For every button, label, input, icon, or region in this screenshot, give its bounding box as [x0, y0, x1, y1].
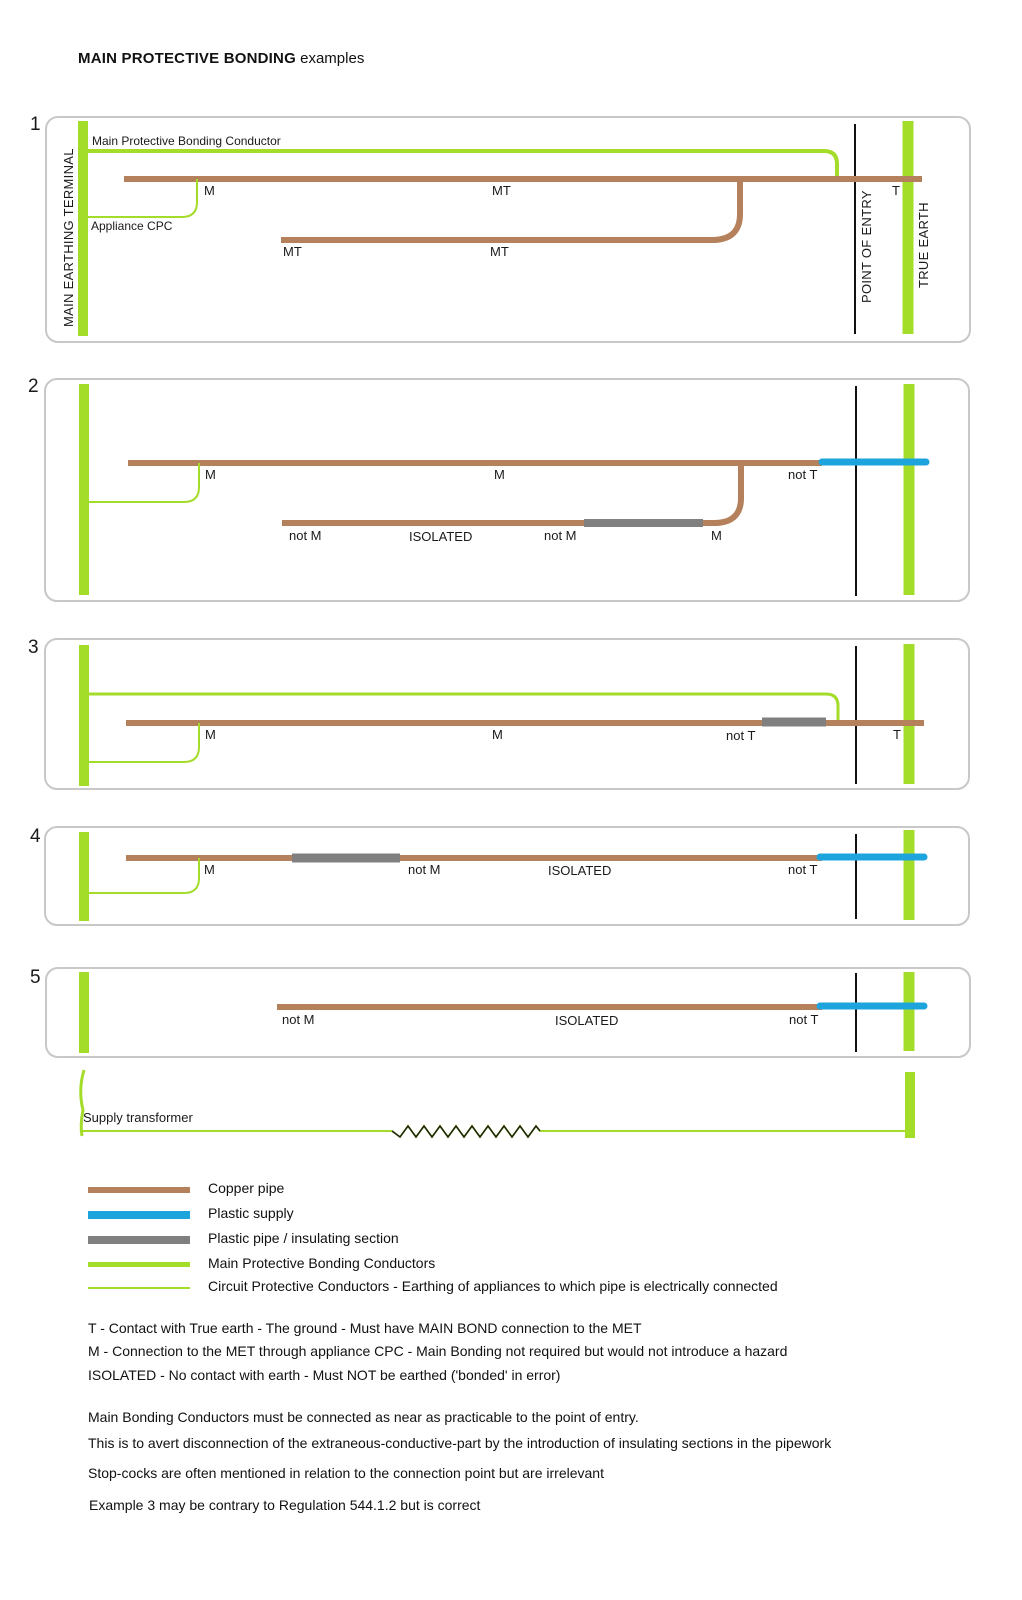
- pipe-label: not M: [408, 862, 441, 877]
- example-frame: [45, 379, 969, 601]
- pipe-label: M: [205, 467, 216, 482]
- example-number: 2: [28, 376, 39, 397]
- pipe-label: not T: [788, 467, 818, 482]
- example-number: 3: [28, 637, 39, 658]
- legend-item-insulating: [88, 1230, 848, 1250]
- copper-pipe-branch: [282, 463, 741, 523]
- main-bonding-conductor: [88, 151, 837, 179]
- pipe-label: MT: [492, 183, 511, 198]
- legend-item-copper: [88, 1180, 848, 1200]
- legend-label: Plastic pipe / insulating section: [208, 1230, 399, 1246]
- supply-transformer: [81, 1070, 910, 1138]
- example-3: [28, 637, 969, 789]
- legend-item-cpc: [88, 1278, 848, 1298]
- copper-swatch: [88, 1187, 190, 1193]
- example-1: [30, 114, 970, 342]
- plastic-supply-swatch: [88, 1211, 190, 1219]
- pipe-label: ISOLATED: [555, 1013, 619, 1028]
- pipe-label: not M: [544, 528, 577, 543]
- main-bond-label: Main Protective Bonding Conductor: [92, 134, 281, 148]
- pipe-label: T: [892, 183, 900, 198]
- note-regulation: Example 3 may be contrary to Regulation 544.1.2 but is correct: [89, 1497, 481, 1513]
- title-bold: MAIN PROTECTIVE BONDING: [78, 50, 296, 67]
- appliance-cpc: [88, 858, 199, 893]
- example-4: [30, 826, 969, 925]
- cpc-swatch: [88, 1287, 190, 1289]
- appliance-cpc: [88, 723, 199, 762]
- legend-item-plastic-supply: [88, 1205, 848, 1225]
- pipe-label: not T: [788, 862, 818, 877]
- example-frame: [46, 968, 970, 1057]
- appliance-cpc: [88, 179, 197, 217]
- true-earth-label: TRUE EARTH: [916, 202, 931, 288]
- main-bond-swatch: [88, 1262, 190, 1267]
- definition-t: T - Contact with True earth - The ground - Must have MAIN BOND connection to the MET: [88, 1320, 642, 1336]
- note-entry-point: Main Bonding Conductors must be connected as near as practicable to the point of entry.: [88, 1409, 639, 1425]
- legend-label: Circuit Protective Conductors - Earthing of appliances to which pipe is electrically connected: [208, 1278, 778, 1294]
- example-number: 4: [30, 826, 41, 847]
- note-disconnection: This is to avert disconnection of the extraneous-conductive-part by the introduction of insulating sections in the pipework: [88, 1435, 832, 1451]
- supply-transformer-label: Supply transformer: [83, 1110, 193, 1125]
- example-frame: [45, 639, 969, 789]
- pipe-label: MT: [490, 244, 509, 259]
- pipe-label: M: [492, 727, 503, 742]
- transformer-earth-left: [81, 1070, 84, 1136]
- appliance-cpc-label: Appliance CPC: [91, 219, 173, 233]
- pipe-label: M: [204, 183, 215, 198]
- pipe-label: not T: [726, 728, 756, 743]
- pipe-label: T: [893, 727, 901, 742]
- appliance-cpc: [88, 463, 199, 502]
- pipe-label: not M: [289, 528, 322, 543]
- pipe-label: M: [205, 727, 216, 742]
- definition-isolated: ISOLATED - No contact with earth - Must NOT be earthed ('bonded' in error): [88, 1367, 561, 1383]
- pipe-label: M: [494, 467, 505, 482]
- example-2: [28, 376, 969, 601]
- example-frame: [45, 827, 969, 925]
- pipe-label: M: [711, 528, 722, 543]
- note-stop-cocks: Stop-cocks are often mentioned in relation to the connection point but are irrelevant: [88, 1465, 604, 1481]
- insulating-swatch: [88, 1236, 190, 1244]
- legend-label: Copper pipe: [208, 1180, 285, 1196]
- pipe-label: ISOLATED: [548, 863, 612, 878]
- main-bonding-conductor: [89, 694, 838, 722]
- legend-label: Main Protective Bonding Conductors: [208, 1255, 436, 1271]
- example-5: [30, 967, 970, 1057]
- pipe-label: MT: [283, 244, 302, 259]
- legend-item-main-bond: [88, 1255, 848, 1275]
- example-number: 5: [30, 967, 41, 988]
- definition-m: M - Connection to the MET through appliance CPC - Main Bonding not required but would not introduce a hazard: [88, 1343, 788, 1359]
- example-number: 1: [30, 114, 41, 135]
- legend-label: Plastic supply: [208, 1205, 294, 1221]
- pipe-label: ISOLATED: [409, 529, 473, 544]
- pipe-label: not T: [789, 1012, 819, 1027]
- title-rest: examples: [300, 50, 365, 67]
- pipe-label: not M: [282, 1012, 315, 1027]
- met-label: MAIN EARTHING TERMINAL: [61, 148, 76, 327]
- pipe-label: M: [204, 862, 215, 877]
- supply-conductor: [82, 1126, 905, 1137]
- point-of-entry-label: POINT OF ENTRY: [859, 190, 874, 303]
